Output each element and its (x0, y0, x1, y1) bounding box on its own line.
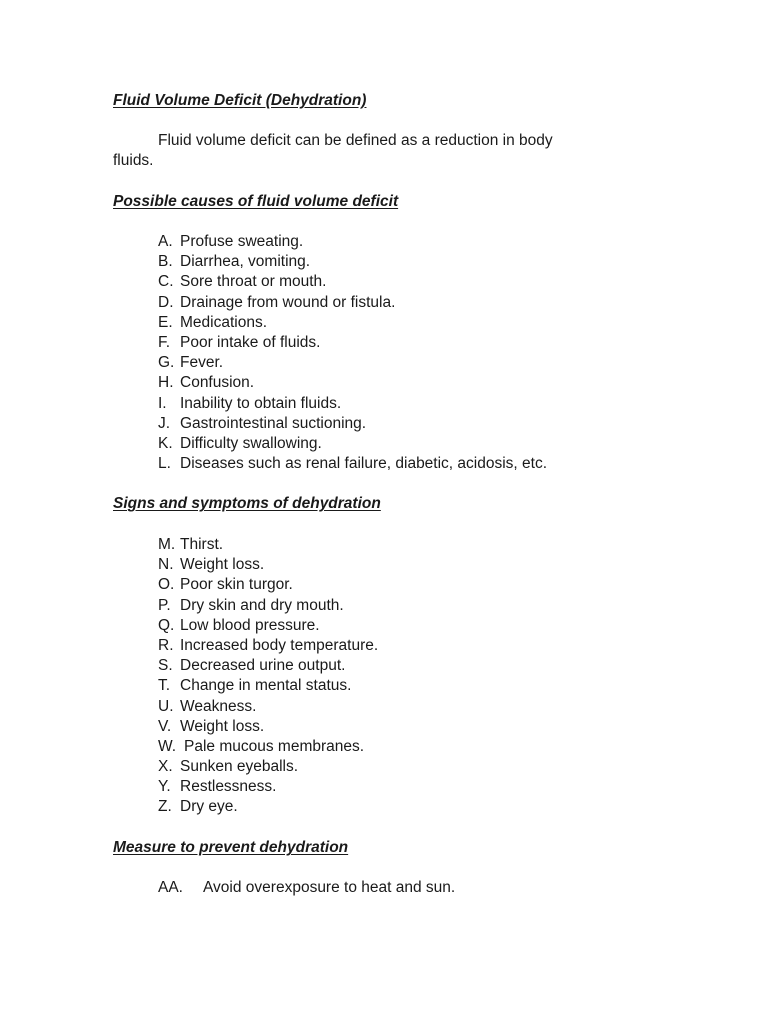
prevention-heading: Measure to prevent dehydration (113, 839, 349, 856)
item-letter: X. (158, 758, 173, 776)
list-item (158, 596, 378, 616)
item-letter: M. (158, 536, 176, 553)
item-text: Confusion. (180, 374, 255, 392)
item-text: Poor skin turgor. (180, 576, 293, 594)
item-text: Drainage from wound or fistula. (180, 293, 396, 311)
list-item (158, 777, 378, 797)
list-item (158, 676, 378, 696)
list-item (158, 575, 378, 595)
item-letter: J. (158, 414, 171, 432)
item-letter: Q. (158, 616, 175, 634)
causes-list (158, 232, 547, 474)
item-text: Profuse sweating. (180, 233, 304, 250)
item-letter: S. (158, 657, 173, 675)
list-item (158, 373, 547, 393)
item-letter: G. (158, 354, 175, 372)
list-item (158, 656, 378, 676)
item-letter: P. (158, 596, 171, 614)
item-letter: O. (158, 576, 175, 594)
item-text: Sunken eyeballs. (180, 758, 299, 776)
list-item (158, 555, 378, 575)
item-letter: N. (158, 556, 174, 574)
item-text: Gastrointestinal suctioning. (180, 414, 367, 432)
item-letter: H. (158, 374, 174, 392)
item-letter: R. (158, 636, 174, 654)
list-item (158, 717, 378, 737)
item-letter: A. (158, 233, 173, 250)
item-letter: C. (158, 273, 174, 291)
item-text: Weight loss. (180, 556, 265, 574)
item-text: Pale mucous membranes. (184, 737, 365, 755)
item-letter: AA. (158, 879, 183, 896)
list-item (158, 434, 547, 454)
list-item (158, 697, 378, 717)
item-text: Inability to obtain fluids. (180, 394, 342, 412)
item-text: Medications. (180, 313, 268, 331)
item-text: Thirst. (180, 536, 224, 553)
list-item (158, 414, 547, 434)
document-title: Fluid Volume Deficit (Dehydration) (113, 92, 367, 109)
list-item (158, 878, 455, 898)
list-item (158, 737, 378, 757)
item-text: Difficulty swallowing. (180, 434, 322, 452)
item-letter: I. (158, 394, 167, 412)
item-letter: V. (158, 717, 172, 735)
item-text: Decreased urine output. (180, 657, 346, 675)
item-letter: Z. (158, 798, 172, 816)
intro-paragraph (113, 131, 633, 171)
list-item (158, 353, 547, 373)
item-text: Dry eye. (180, 798, 238, 816)
list-item (158, 394, 547, 414)
item-text: Fever. (180, 354, 224, 372)
list-item (158, 797, 378, 817)
item-letter: B. (158, 253, 173, 271)
item-text: Weight loss. (180, 717, 265, 735)
item-text: Change in mental status. (180, 677, 352, 695)
list-item (158, 333, 547, 353)
item-letter: K. (158, 434, 173, 452)
item-text: Increased body temperature. (180, 636, 379, 654)
intro-line-1: Fluid volume deficit can be defined as a reduction in body (158, 132, 553, 149)
intro-line-2: fluids. (113, 152, 154, 170)
list-item (158, 454, 547, 474)
item-text: Dry skin and dry mouth. (180, 596, 344, 614)
item-text: Avoid overexposure to heat and sun. (203, 879, 456, 896)
item-text: Diseases such as renal failure, diabetic, acidosis, etc. (180, 455, 548, 473)
item-text: Low blood pressure. (180, 616, 320, 634)
signs-list (158, 535, 378, 818)
item-letter: F. (158, 333, 171, 351)
list-item (158, 757, 378, 777)
signs-heading: Signs and symptoms of dehydration (113, 495, 381, 512)
item-letter: D. (158, 293, 174, 311)
item-letter: U. (158, 697, 174, 715)
item-text: Restlessness. (180, 778, 277, 796)
list-item (158, 636, 378, 656)
item-letter: L. (158, 455, 171, 473)
list-item (158, 252, 547, 272)
causes-heading: Possible causes of fluid volume deficit (113, 193, 399, 210)
item-text: Weakness. (180, 697, 257, 715)
item-letter: T. (158, 677, 171, 695)
list-item (158, 232, 547, 252)
item-text: Sore throat or mouth. (180, 273, 327, 291)
item-text: Diarrhea, vomiting. (180, 253, 311, 271)
list-item (158, 535, 378, 555)
item-text: Poor intake of fluids. (180, 333, 321, 351)
list-item (158, 313, 547, 333)
item-letter: E. (158, 313, 173, 331)
list-item (158, 272, 547, 292)
list-item (158, 616, 378, 636)
list-item (158, 293, 547, 313)
item-letter: W. (158, 737, 177, 755)
item-letter: Y. (158, 778, 171, 796)
